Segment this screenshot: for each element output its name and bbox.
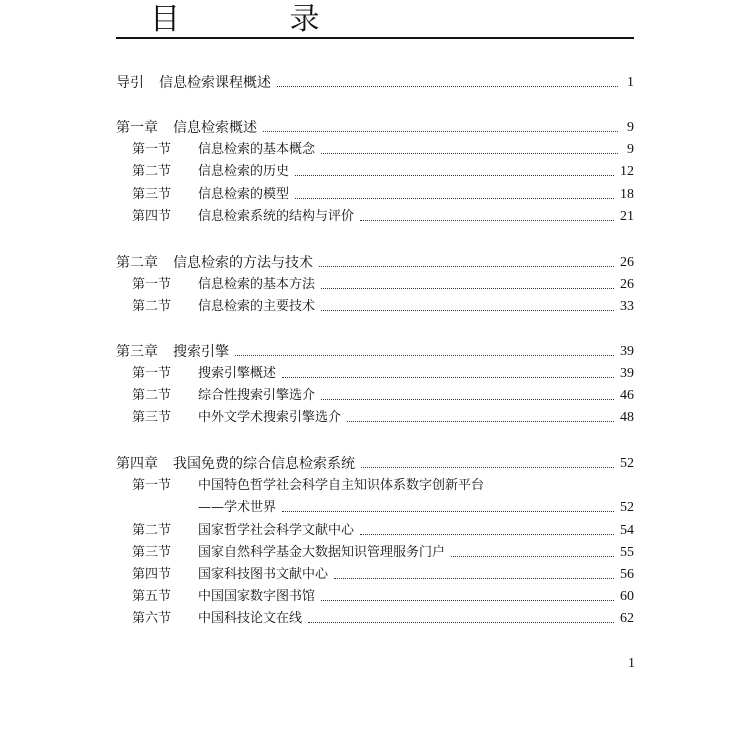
toc-entry-title: 信息检索课程概述 (159, 75, 271, 91)
toc-entry-title: 国家自然科学基金大数据知识管理服务门户 (198, 545, 446, 560)
dot-leader (321, 288, 614, 289)
toc-entry-page: 33 (620, 299, 634, 314)
toc-entry-label: 第四节 (132, 209, 172, 224)
toc-entry-page: 62 (620, 611, 634, 626)
dot-leader (308, 622, 614, 623)
toc-section[interactable] (132, 363, 634, 385)
toc-section[interactable] (132, 385, 634, 407)
dot-leader (319, 266, 614, 267)
toc-section[interactable] (132, 407, 634, 429)
toc-entry-label: 第一节 (132, 366, 172, 381)
toc-entry-label: 第三章 (116, 344, 158, 360)
toc-entry-title: 中外文学术搜索引擎选介 (198, 410, 342, 425)
toc-entry-label: 第五节 (132, 589, 172, 604)
toc-entry-title: 信息检索概述 (173, 120, 257, 136)
toc-section[interactable] (132, 161, 634, 183)
page-title: 目 录 (150, 2, 370, 37)
toc-entry-title: 搜索引擎概述 (198, 366, 277, 381)
toc-section[interactable] (132, 184, 634, 206)
toc-chapter-1[interactable] (116, 117, 634, 139)
toc-entry-title: 信息检索的模型 (198, 187, 290, 202)
toc-entry-title: 信息检索的基本概念 (198, 142, 316, 157)
title-rule (116, 37, 634, 39)
toc-entry-label: 第三节 (132, 187, 172, 202)
toc-section[interactable] (132, 274, 634, 296)
toc-entry-page: 9 (627, 142, 634, 157)
toc-entry-page: 39 (620, 366, 634, 381)
dot-leader (360, 534, 614, 535)
toc-entry-title: 我国免费的综合信息检索系统 (173, 456, 355, 472)
dot-leader (321, 600, 614, 601)
toc-entry-page: 9 (627, 120, 634, 135)
toc-entry-title: 国家哲学社会科学文献中心 (198, 523, 355, 538)
toc-entry-label: 导引 (116, 75, 144, 91)
toc-entry-page: 54 (620, 523, 634, 538)
toc-entry-title: 信息检索的基本方法 (198, 277, 316, 292)
toc-entry-title: 信息检索系统的结构与评价 (198, 209, 355, 224)
toc-entry-label: 第三节 (132, 410, 172, 425)
toc-entry-intro[interactable] (116, 72, 634, 94)
toc-entry-label: 第一节 (132, 277, 172, 292)
toc-entry-page: 21 (620, 209, 634, 224)
dot-leader (282, 511, 614, 512)
toc-chapter-3[interactable] (116, 341, 634, 363)
toc-section[interactable] (132, 206, 634, 228)
toc-entry-label: 第一章 (116, 120, 158, 136)
dot-leader (360, 220, 614, 221)
toc-entry-label: 第二节 (132, 388, 172, 403)
toc-entry-title: 搜索引擎 (173, 344, 229, 360)
toc-entry-page: 18 (620, 187, 634, 202)
toc-entry-label: 第一节 (132, 478, 172, 493)
dot-leader (321, 399, 614, 400)
toc-entry-page: 48 (620, 410, 634, 425)
toc-entry-page: 52 (620, 456, 634, 471)
toc-entry-page: 39 (620, 344, 634, 359)
toc-entry-label: 第四章 (116, 456, 158, 472)
toc-chapter-4[interactable] (116, 453, 634, 475)
dot-leader (263, 131, 618, 132)
dot-leader (361, 467, 614, 468)
toc-section[interactable] (132, 296, 634, 318)
toc-entry-label: 第四节 (132, 567, 172, 582)
toc-entry-title: 国家科技图书文献中心 (198, 567, 329, 582)
toc-section[interactable] (132, 520, 634, 542)
toc-entry-title: 信息检索的历史 (198, 164, 290, 179)
dot-leader (334, 578, 614, 579)
toc-chapter-2[interactable] (116, 252, 634, 274)
toc-entry-page: 26 (620, 255, 634, 270)
toc-section[interactable] (132, 475, 634, 497)
toc-section[interactable] (132, 564, 634, 586)
dot-leader (277, 86, 618, 87)
toc-entry-label: 第一节 (132, 142, 172, 157)
toc-section-continuation[interactable] (198, 497, 634, 519)
toc-entry-title: ——学术世界 (198, 500, 277, 515)
dot-leader (295, 175, 614, 176)
toc-entry-label: 第二节 (132, 523, 172, 538)
toc-entry-page: 12 (620, 164, 634, 179)
toc-section[interactable] (132, 608, 634, 630)
toc-entry-page: 26 (620, 277, 634, 292)
toc-entry-title: 中国国家数字图书馆 (198, 589, 316, 604)
toc-entry-page: 52 (620, 500, 634, 515)
toc-entry-label: 第六节 (132, 611, 172, 626)
toc-section[interactable] (132, 542, 634, 564)
dot-leader (347, 421, 614, 422)
dot-leader (321, 310, 614, 311)
toc-entry-title: 中国特色哲学社会科学自主知识体系数字创新平台 (198, 478, 485, 493)
toc-entry-page: 46 (620, 388, 634, 403)
toc-entry-label: 第三节 (132, 545, 172, 560)
toc-entry-label: 第二章 (116, 255, 158, 271)
toc-entry-page: 60 (620, 589, 634, 604)
toc-entry-label: 第二节 (132, 299, 172, 314)
toc-entry-title: 综合性搜索引擎选介 (198, 388, 316, 403)
dot-leader (321, 153, 618, 154)
page-number: 1 (628, 656, 635, 671)
toc-entry-title: 信息检索的方法与技术 (173, 255, 313, 271)
toc-entry-title: 信息检索的主要技术 (198, 299, 316, 314)
toc-entry-page: 56 (620, 567, 634, 582)
dot-leader (451, 556, 614, 557)
toc-section[interactable] (132, 139, 634, 161)
toc-entry-title: 中国科技论文在线 (198, 611, 303, 626)
dot-leader (295, 198, 614, 199)
toc-entry-page: 55 (620, 545, 634, 560)
dot-leader (235, 355, 614, 356)
toc-entry-page: 1 (627, 75, 634, 90)
dot-leader (282, 377, 614, 378)
toc-entry-label: 第二节 (132, 164, 172, 179)
toc-section[interactable] (132, 586, 634, 608)
